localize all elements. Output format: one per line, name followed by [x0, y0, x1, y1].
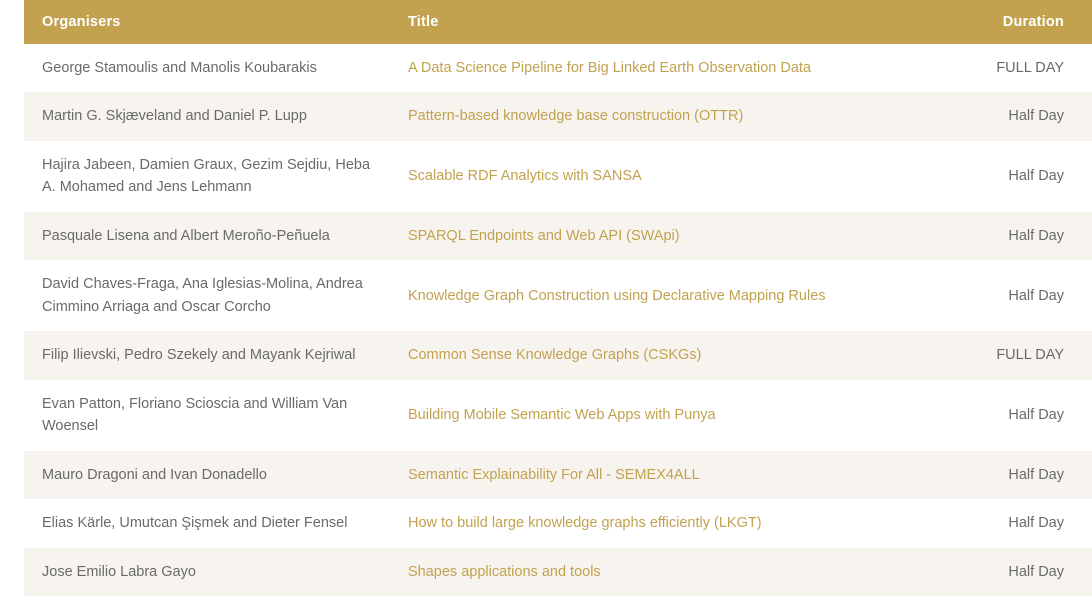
table-header: [24, 0, 1092, 44]
table-row: [24, 44, 1092, 92]
tutorial-title-link[interactable]: Pattern-based knowledge base construction (OTTR): [408, 108, 744, 125]
column-header-duration[interactable]: Duration: [866, 0, 1092, 44]
cell-organisers: David Chaves-Fraga, Ana Iglesias-Molina, Andrea Cimmino Arriaga and Oscar Corcho: [42, 276, 363, 315]
table-row: [24, 92, 1092, 140]
column-header-title[interactable]: Title: [390, 0, 866, 44]
table-row: [24, 499, 1092, 547]
cell-duration: FULL DAY: [996, 347, 1064, 364]
cell-duration: Half Day: [1008, 168, 1064, 185]
cell-title: [390, 212, 866, 260]
cell-title: [390, 548, 866, 596]
cell-organisers: Filip Ilievski, Pedro Szekely and Mayank Kejriwal: [42, 347, 356, 364]
cell-duration: Half Day: [1008, 287, 1064, 304]
tutorial-title-link[interactable]: Shapes applications and tools: [408, 563, 601, 580]
cell-duration: Half Day: [1008, 466, 1064, 483]
table-row: [24, 331, 1092, 379]
tutorial-title-link[interactable]: Knowledge Graph Construction using Declarative Mapping Rules: [408, 287, 826, 304]
cell-organisers: Martin G. Skjæveland and Daniel P. Lupp: [42, 108, 307, 125]
cell-organisers: Pasquale Lisena and Albert Meroño-Peñuela: [42, 227, 330, 244]
cell-title: [390, 451, 866, 499]
table-row: [24, 212, 1092, 260]
cell-title: [390, 44, 866, 92]
tutorial-title-link[interactable]: How to build large knowledge graphs efficiently (LKGT): [408, 515, 762, 532]
tutorial-title-link[interactable]: SPARQL Endpoints and Web API (SWApi): [408, 227, 680, 244]
table-row: [24, 548, 1092, 596]
table-row: [24, 380, 1092, 451]
cell-duration: Half Day: [1008, 515, 1064, 532]
tutorial-title-link[interactable]: Common Sense Knowledge Graphs (CSKGs): [408, 347, 702, 364]
column-header-organisers[interactable]: Organisers: [24, 0, 390, 44]
cell-duration: Half Day: [1008, 108, 1064, 125]
cell-title: [390, 92, 866, 140]
cell-organisers: Elias Kärle, Umutcan Şişmek and Dieter Fensel: [42, 515, 348, 532]
cell-organisers: Hajira Jabeen, Damien Graux, Gezim Sejdiu, Heba A. Mohamed and Jens Lehmann: [42, 156, 371, 196]
table-row: [24, 141, 1092, 212]
cell-duration: Half Day: [1008, 563, 1064, 580]
cell-title: [390, 380, 866, 451]
cell-organisers: George Stamoulis and Manolis Koubarakis: [42, 60, 317, 76]
cell-organisers: Mauro Dragoni and Ivan Donadello: [42, 466, 267, 483]
cell-title: [390, 499, 866, 547]
cell-title: [390, 260, 866, 331]
cell-duration: Half Day: [1008, 227, 1064, 244]
table-header-row: [24, 0, 1092, 44]
cell-organisers: Jose Emilio Labra Gayo: [42, 563, 196, 580]
cell-title: [390, 141, 866, 212]
cell-title: [390, 331, 866, 379]
table-body: [24, 44, 1092, 596]
tutorial-title-link[interactable]: Semantic Explainability For All - SEMEX4ALL: [408, 466, 700, 483]
table-row: [24, 260, 1092, 331]
tutorial-title-link[interactable]: Scalable RDF Analytics with SANSA: [408, 168, 642, 185]
cell-duration: Half Day: [1008, 406, 1064, 423]
tutorial-title-link[interactable]: A Data Science Pipeline for Big Linked Earth Observation Data: [408, 60, 812, 76]
cell-organisers: Evan Patton, Floriano Scioscia and William Van Woensel: [42, 395, 348, 435]
table-row: [24, 451, 1092, 499]
tutorial-title-link[interactable]: Building Mobile Semantic Web Apps with Punya: [408, 406, 716, 423]
cell-duration: FULL DAY: [996, 60, 1064, 76]
tutorials-table: [24, 0, 1092, 596]
